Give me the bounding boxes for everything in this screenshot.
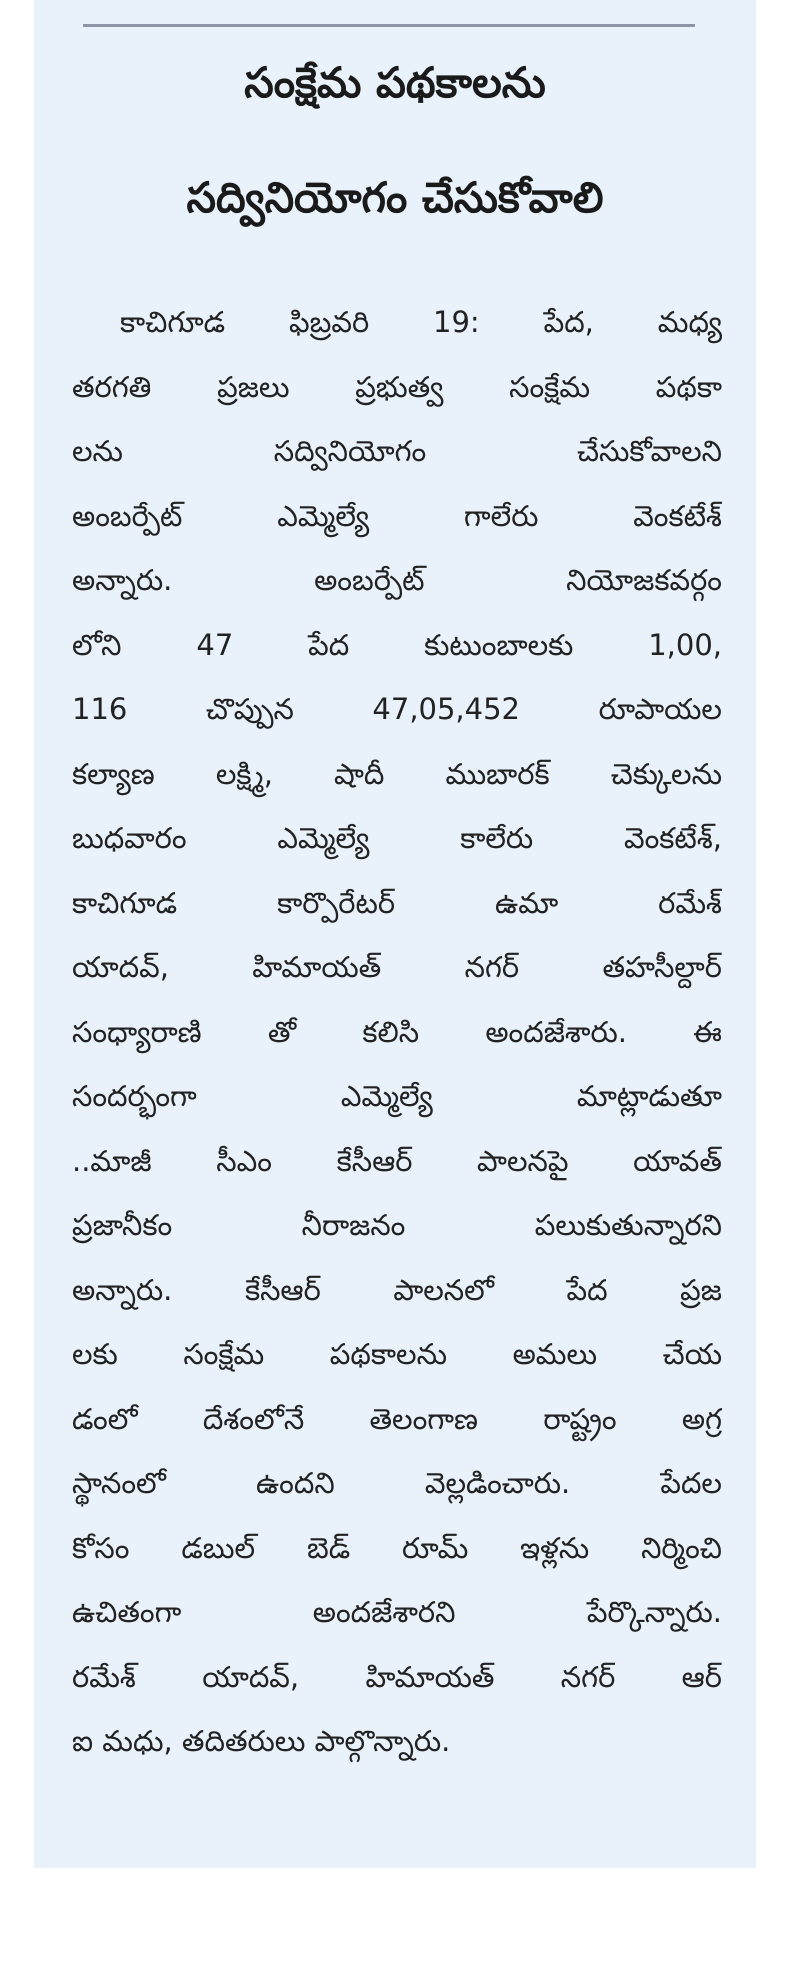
body-line: 116 చొప్పున 47,05,452 రూపాయల <box>72 692 722 726</box>
body-line: సందర్భంగా ఎమ్మెల్యే మాట్లాడుతూ <box>72 1079 722 1113</box>
headline-line-1: సంక్షేమ పథకాలను <box>244 58 546 107</box>
body-line: ప్రజానీకం నీరాజనం పలుకుతున్నారని <box>72 1208 722 1242</box>
top-divider-rule <box>83 24 695 27</box>
body-line: రమేశ్ యాదవ్, హిమాయత్ నగర్ ఆర్ <box>72 1659 722 1694</box>
body-line: కోసం డబుల్ బెడ్ రూమ్ ఇళ్లను నిర్మించి <box>72 1530 722 1565</box>
body-line: ఉచితంగా అందజేశారని పేర్కొన్నారు. <box>72 1595 722 1629</box>
body-line: ..మాజీ సీఎం కేసీఆర్ పాలనపై యావత్ <box>72 1143 722 1178</box>
article-body <box>72 290 722 1774</box>
body-line: కాచిగూడ కార్పొరేటర్ ఉమా రమేశ్ <box>72 885 722 920</box>
body-line: లోని 47 పేద కుటుంబాలకు 1,00, <box>72 627 722 662</box>
body-line: అన్నారు. కేసీఆర్ పాలనలో పేద ప్రజ <box>72 1272 722 1307</box>
body-line: కల్యాణ లక్ష్మి, షాదీ ముబారక్ చెక్కులను <box>72 756 722 791</box>
body-line: ఐ మధు, తదితరులు పాల్గొన్నారు. <box>72 1724 451 1758</box>
body-line: స్థానంలో ఉందని వెల్లడించారు. పేదల <box>72 1466 722 1500</box>
body-line: అన్నారు. అంబర్పేట్ నియోజకవర్గం <box>72 563 722 597</box>
body-line: లను సద్వినియోగం చేసుకోవాలని <box>72 434 722 468</box>
body-line: అంబర్పేట్ ఎమ్మెల్యే గాలేరు వెంకటేశ్ <box>72 498 722 533</box>
body-line: డంలో దేశంలోనే తెలంగాణ రాష్ట్రం అగ్ర <box>72 1401 722 1436</box>
body-line: లకు సంక్షేమ పథకాలను అమలు చేయ <box>72 1337 722 1371</box>
body-line: బుధవారం ఎమ్మెల్యే కాలేరు వెంకటేశ్, <box>72 821 722 855</box>
headline-line-2: సద్వినియోగం చేసుకోవాలి <box>186 173 604 222</box>
body-line: కాచిగూడ ఫిబ్రవరి 19: పేద, మధ్య <box>120 305 722 339</box>
body-line: యాదవ్, హిమాయత్ నగర్ తహసీల్దార్ <box>72 950 722 984</box>
body-line: తరగతి ప్రజలు ప్రభుత్వ సంక్షేమ పథకా <box>72 369 722 404</box>
body-line: సంధ్యారాణి తో కలిసి అందజేశారు. ఈ <box>72 1014 722 1049</box>
